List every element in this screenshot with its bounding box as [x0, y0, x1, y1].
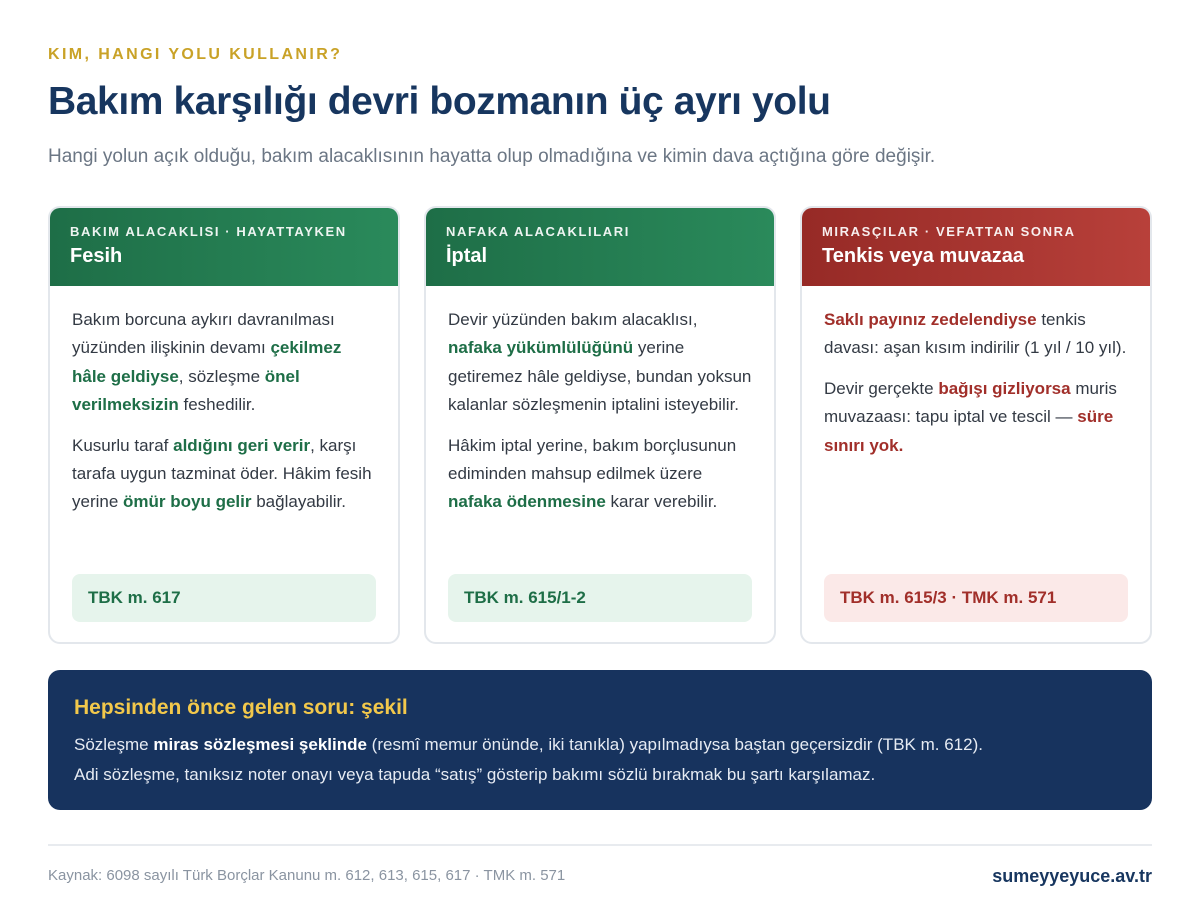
card-body	[50, 286, 398, 517]
text: Bakım borcuna aykırı davranılması yüzünden ilişkinin devamı	[72, 310, 335, 358]
card-header	[50, 208, 398, 286]
highlight: nafaka yükümlülüğünü	[448, 338, 634, 358]
legal-reference: TBK m. 615/3 · TMK m. 571	[824, 574, 1128, 622]
text: Kusurlu taraf	[72, 435, 174, 455]
card-paragraph	[448, 306, 752, 420]
card-body	[802, 286, 1150, 460]
card-title: İptal	[446, 245, 488, 267]
text: Adi sözleşme, tanıksız noter onayı veya tapuda “satış” gösterip bakımı sözlü bırakmak bu şartı karşılamaz.	[74, 765, 876, 784]
card-paragraph	[448, 432, 752, 517]
source-citation: Kaynak: 6098 sayılı Türk Borçlar Kanunu m. 612, 613, 615, 617 · TMK m. 571	[48, 867, 566, 884]
card-fesih	[48, 206, 400, 644]
card-title: Tenkis veya muvazaa	[822, 245, 1024, 267]
text: bağlayabilir.	[251, 492, 347, 512]
card-paragraph	[72, 432, 376, 517]
text: (resmî memur önünde, iki tanıkla) yapılmadıysa baştan geçersizdir (TBK m. 612).	[366, 735, 983, 754]
card-tag: BAKIM ALACAKLISI · HAYATTAYKEN	[70, 224, 347, 239]
card-paragraph	[72, 306, 376, 420]
highlight: Saklı payınız zedelendiyse	[824, 310, 1037, 329]
text: Devir gerçekte	[824, 378, 939, 398]
text: feshedilir.	[178, 395, 256, 415]
legal-reference: TBK m. 617	[72, 574, 376, 622]
form-requirement-note	[48, 670, 1152, 810]
text: Sözleşme	[74, 735, 154, 754]
card-header	[426, 208, 774, 286]
highlight: süre sınırı yok.	[824, 407, 1114, 455]
card-iptal	[424, 206, 776, 644]
cards-row	[48, 206, 1152, 644]
highlight: ömür boyu gelir	[123, 492, 252, 512]
footer-divider	[48, 844, 1152, 846]
highlight: bağışı gizliyorsa	[938, 378, 1071, 398]
text: muris muvazaası: tapu iptal ve tescil —	[824, 378, 1117, 427]
text: Devir yüzünden bakım alacaklısı,	[448, 310, 698, 329]
brand-link[interactable]: sumeyyeyuce.av.tr	[992, 866, 1152, 886]
highlight: çekilmez hâle geldiyse	[72, 338, 342, 386]
text: yerine getiremez hâle geldiyse, bundan yoksun kalanlar sözleşmenin iptalini isteyebilir.	[448, 338, 752, 415]
card-tag: MIRASÇILAR · VEFATTAN SONRA	[822, 224, 1076, 239]
card-paragraph	[824, 375, 1128, 460]
card-body	[426, 286, 774, 517]
card-tag: NAFAKA ALACAKLILARI	[446, 224, 630, 239]
highlight: önel verilmeksizin	[72, 366, 300, 415]
text: Hâkim iptal yerine, bakım borçlusunun ediminden mahsup edilmek üzere	[448, 435, 737, 484]
legal-reference: TBK m. 615/1-2	[448, 574, 752, 622]
highlight: aldığını geri verir	[173, 435, 311, 455]
card-title: Fesih	[70, 245, 123, 267]
highlight: nafaka ödenmesine	[448, 492, 606, 512]
card-header	[802, 208, 1150, 286]
text: , karşı tarafa uygun tazminat öder. Hâkim fesih yerine	[72, 435, 372, 512]
highlight: miras sözleşmesi şeklinde	[153, 735, 367, 754]
note-title: Hepsinden önce gelen soru: şekil	[74, 696, 408, 719]
text: , sözleşme	[178, 366, 265, 386]
note-text	[74, 730, 1126, 790]
text: tenkis davası: aşan kısım indirilir (1 yıl / 10 yıl).	[824, 310, 1127, 358]
page-title: Bakım karşılığı devri bozmanın üç ayrı yolu	[48, 80, 831, 123]
card-paragraph	[824, 306, 1128, 363]
text: karar verebilir.	[605, 492, 718, 512]
page-subtitle: Hangi yolun açık olduğu, bakım alacaklısının hayatta olup olmadığına ve kimin dava açtığına göre değişir.	[48, 146, 936, 167]
kicker: KIM, HANGI YOLU KULLANIR?	[48, 46, 343, 63]
card-tenkis-muvazaa	[800, 206, 1152, 644]
